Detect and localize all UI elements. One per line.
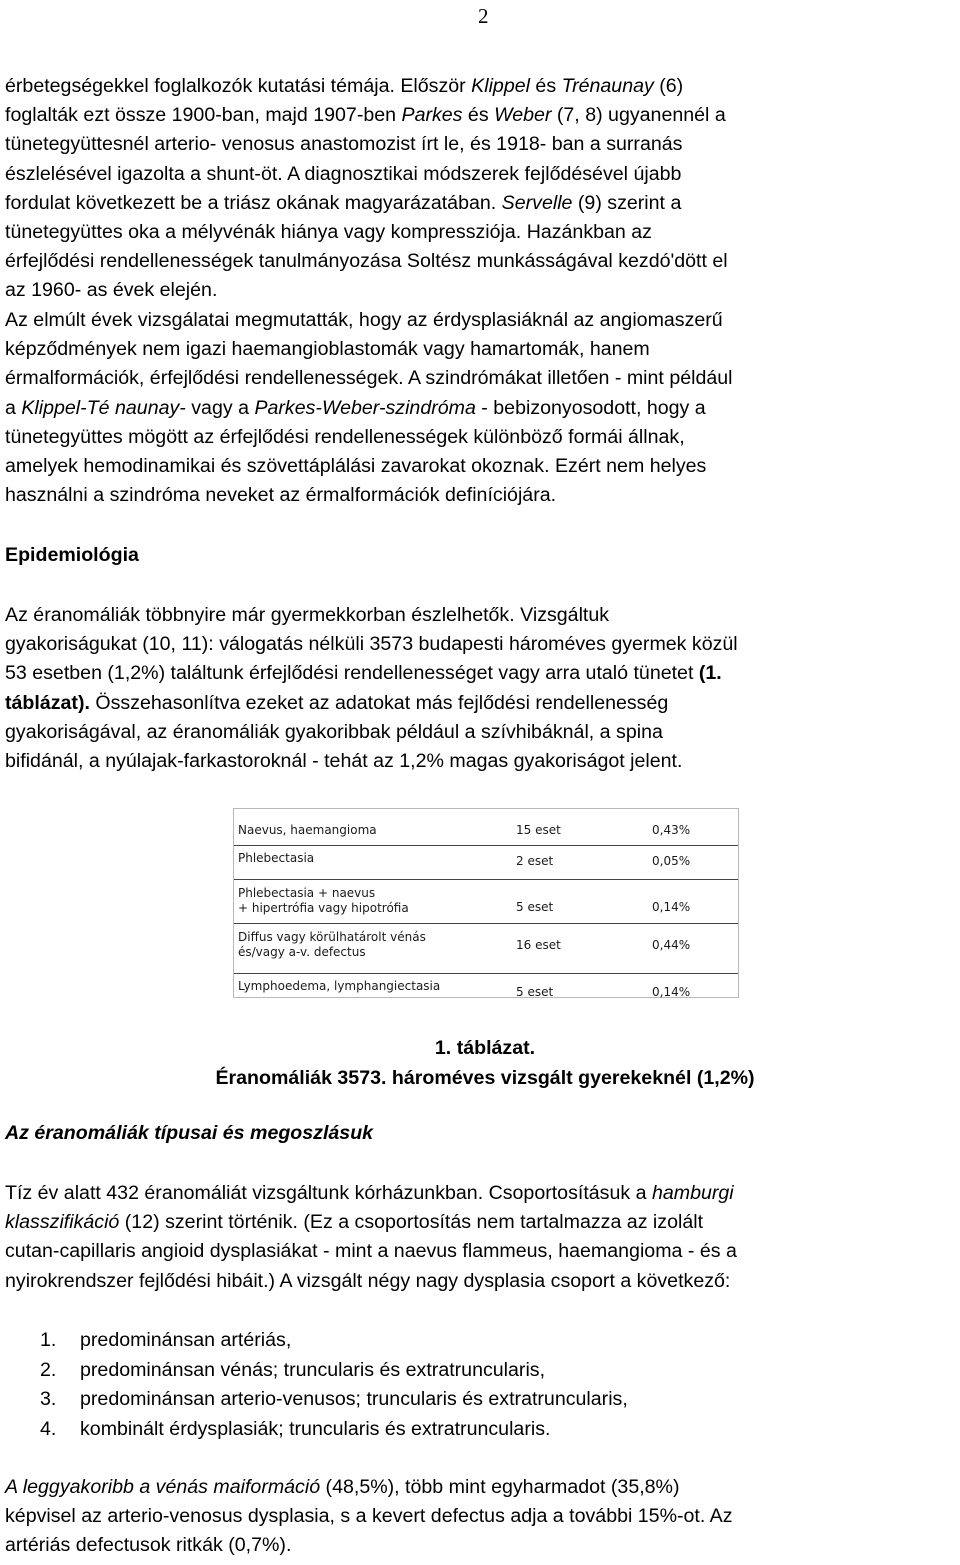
text-line: tünetegyüttesnél arterio- venosus anastomozist írt le, és 1918- ban a surranás bbox=[5, 133, 683, 156]
text-line: érmalformációk, érfejlődési rendellenességek. A szindrómákat illetően - mint például bbox=[5, 367, 733, 390]
table-cell-percent: 0,44% bbox=[652, 938, 691, 952]
text-line: artériás defectusok ritkák (0,7%). bbox=[5, 1534, 292, 1557]
table-row bbox=[234, 845, 738, 872]
paragraph-history bbox=[5, 72, 957, 306]
table-cell-cases: 2 eset bbox=[516, 854, 554, 868]
text-line: képződmények nem igazi haemangioblastomák vagy hamartomák, hanem bbox=[5, 338, 650, 361]
anomaly-frequency-table bbox=[233, 808, 739, 998]
table-row bbox=[234, 817, 738, 845]
text-line: Az elmúlt évek vizsgálatai megmutatták, hogy az érdysplasiáknál az angiomaszerű bbox=[5, 309, 723, 331]
table-row bbox=[234, 973, 738, 998]
table-cell-type: Phlebectasia bbox=[238, 851, 315, 865]
text-line: tünetegyüttes mögött az érfejlődési rendellenességek különböző formái állnak, bbox=[5, 425, 685, 448]
table-cell-cases: 15 eset bbox=[516, 823, 561, 837]
text-line: 53 esetben (1,2%) találtunk érfejlődési rendellenességet vagy arra utaló tünetet (1. bbox=[5, 662, 722, 685]
text-line: cutan-capillaris angioid dysplasiákat - mint a naevus flammeus, haemangioma - és a bbox=[5, 1240, 737, 1263]
paragraph-classification bbox=[5, 1179, 957, 1296]
paragraph-malformations bbox=[5, 306, 957, 510]
text-line: érfejlődési rendellenességek tanulmányozása Soltész munkásságával kezdó'dött el bbox=[5, 250, 728, 273]
table-row bbox=[234, 923, 738, 968]
text-line: az 1960- as évek elején. bbox=[5, 279, 218, 302]
table-caption-title: Éranomáliák 3573. hároméves vizsgált gyerekeknél (1,2%) bbox=[215, 1067, 755, 1089]
text-line: klasszifikáció (12) szerint történik. (Ez a csoportosítás nem tartalmazza az izolált bbox=[5, 1211, 704, 1234]
table-cell-percent: 0,14% bbox=[652, 985, 691, 999]
heading-anomaly-types: Az éranomáliák típusai és megoszlásuk bbox=[5, 1122, 374, 1144]
text-line: bifidánál, a nyúlajak-farkastoroknál - tehát az 1,2% magas gyakoriságot jelent. bbox=[5, 750, 683, 773]
text-line: fordulat következett be a triász okának magyarázatában. Servelle (9) szerint a bbox=[5, 191, 682, 214]
table-cell-type: Naevus, haemangioma bbox=[238, 823, 377, 837]
table-caption-number: 1. táblázat. bbox=[434, 1037, 536, 1059]
text-line: Az éranomáliák többnyire már gyermekkorban észlelhetők. Vizsgáltuk bbox=[5, 604, 610, 626]
paragraph-frequencies bbox=[5, 1473, 957, 1561]
text-line: gyakoriságával, az éranomáliák gyakoribbak például a szívhibáknál, a spina bbox=[5, 720, 663, 743]
text-line: használni a szindróma neveket az érmalformációk definíciójára. bbox=[5, 484, 557, 507]
text-line: észlelésével igazolta a shunt-öt. A diagnosztikai módszerek fejlődésével újabb bbox=[5, 162, 682, 185]
table-cell-percent: 0,14% bbox=[652, 900, 691, 914]
table-cell-type: Phlebectasia + naevus + hipertrófia vagy hipotrófia bbox=[238, 886, 409, 915]
text-line: Tíz év alatt 432 éranomáliát vizsgáltunk kórházunkban. Csoportosításuk a hamburgi bbox=[5, 1182, 734, 1204]
table-cell-cases: 5 eset bbox=[516, 900, 554, 914]
table-cell-type: Diffus vagy körülhatárolt vénás és/vagy a-v. defectus bbox=[238, 930, 426, 959]
page-number: 2 bbox=[478, 4, 489, 28]
paragraph-epidemiology bbox=[5, 601, 957, 776]
heading-epidemiology: Epidemiológia bbox=[5, 544, 139, 566]
text-line: képvisel az arterio-venosus dysplasia, s a kevert defectus adja a további 15%-ot. Az bbox=[5, 1505, 733, 1528]
table-cell-percent: 0,43% bbox=[652, 823, 691, 837]
text-line: amelyek hemodinamikai és szövettáplálási zavarokat okoznak. Ezért nem helyes bbox=[5, 455, 707, 478]
table-cell-cases: 5 eset bbox=[516, 985, 554, 999]
text-line: táblázat). Összehasonlítva ezeket az adatokat más fejlődési rendellenesség bbox=[5, 691, 669, 714]
table-cell-type: Lymphoedema, lymphangiectasia bbox=[238, 979, 441, 993]
text-line: érbetegségekkel foglalkozók kutatási témája. Először Klippel és Trénaunay (6) bbox=[5, 75, 684, 97]
text-line: foglalták ezt össze 1900-ban, majd 1907-ben Parkes és Weber (7, 8) ugyanennél a bbox=[5, 104, 726, 127]
text-line: tünetegyüttes oka a mélyvénák hiánya vagy kompressziója. Hazánkban az bbox=[5, 221, 652, 244]
table-cell-percent: 0,05% bbox=[652, 854, 691, 868]
text-line: gyakoriságukat (10, 11): válogatás nélküli 3573 budapesti hároméves gyermek közül bbox=[5, 633, 738, 656]
table-row bbox=[234, 879, 738, 924]
text-line: nyirokrendszer fejlődési hibáit.) A vizsgált négy nagy dysplasia csoport a következő: bbox=[5, 1269, 731, 1292]
table-cell-cases: 16 eset bbox=[516, 938, 561, 952]
text-line: A leggyakoribb a vénás maiformáció (48,5%), több mint egyharmadot (35,8%) bbox=[5, 1476, 680, 1498]
text-line: a Klippel-Té naunay- vagy a Parkes-Weber-szindróma - bebizonyosodott, hogy a bbox=[5, 396, 706, 419]
